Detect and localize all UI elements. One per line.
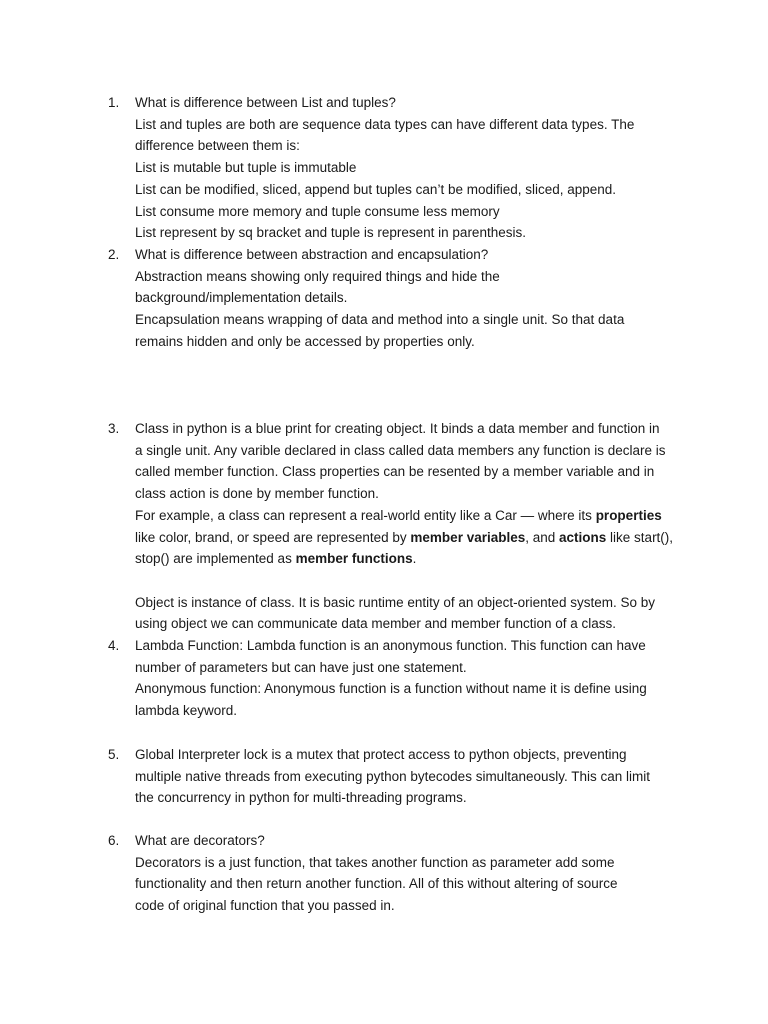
example-text: For example, a class can represent a real-world entity like a Car — where its xyxy=(135,507,596,523)
answer-line: difference between them is: xyxy=(135,138,300,154)
answer-line: class action is done by member function. xyxy=(135,486,379,502)
bold-term-properties: properties xyxy=(595,507,662,523)
example-line xyxy=(135,527,688,549)
item-number: 1. xyxy=(108,95,120,110)
answer-line: remains hidden and only be accessed by properties only. xyxy=(135,333,475,349)
answer-line: Object is instance of class. It is basic runtime entity of an object-oriented system. So by xyxy=(135,594,655,610)
example-text: , and xyxy=(525,529,560,545)
answer-line: using object we can communicate data member and member function of a class. xyxy=(135,616,616,632)
bold-term-actions: actions xyxy=(559,529,607,545)
answer-line: Abstraction means showing only required things and hide the xyxy=(135,268,500,284)
item-number: 2. xyxy=(108,247,120,262)
answer-line: Global Interpreter lock is a mutex that protect access to python objects, preventing xyxy=(135,747,627,762)
list-item-4 xyxy=(108,635,688,722)
item-number: 4. xyxy=(108,638,120,653)
example-text: like color, brand, or speed are represented by xyxy=(135,529,411,545)
item-number: 6. xyxy=(108,833,120,848)
answer-line: List represent by sq bracket and tuple is represent in parenthesis. xyxy=(135,225,526,241)
answer-line: Class in python is a blue print for creating object. It binds a data member and function in xyxy=(135,421,660,436)
answer-line: List consume more memory and tuple consume less memory xyxy=(135,203,500,219)
answer-line: Lambda Function: Lambda function is an anonymous function. This function can have xyxy=(135,638,646,653)
answer-line: List is mutable but tuple is immutable xyxy=(135,160,357,176)
answer-line: Encapsulation means wrapping of data and method into a single unit. So that data xyxy=(135,312,625,328)
list-item-1 xyxy=(108,92,688,244)
item-number: 5. xyxy=(108,747,120,762)
example-text: like start(), xyxy=(606,529,674,545)
list-item-6 xyxy=(108,830,688,917)
answer-line: background/implementation details. xyxy=(135,290,348,306)
list-item-2 xyxy=(108,244,688,353)
example-line xyxy=(135,548,688,570)
question-title: What is difference between abstraction and encapsulation? xyxy=(135,247,489,262)
answer-line: multiple native threads from executing python bytecodes simultaneously. This can limit xyxy=(135,768,651,784)
question-title: What are decorators? xyxy=(135,833,265,848)
answer-line: code of original function that you passed in. xyxy=(135,898,395,914)
item-number: 3. xyxy=(108,421,120,436)
example-line xyxy=(135,505,688,527)
bold-term-member-functions: member functions xyxy=(295,551,413,567)
example-text: stop() are implemented as xyxy=(135,551,296,567)
example-text: . xyxy=(412,551,417,567)
answer-line: number of parameters but can have just one statement. xyxy=(135,659,467,675)
bold-term-member-variables: member variables xyxy=(410,529,526,545)
list-item-5 xyxy=(108,744,688,809)
answer-line: List and tuples are both are sequence data types can have different data types. The xyxy=(135,116,635,132)
list-item-3 xyxy=(108,418,688,635)
answer-line: the concurrency in python for multi-threading programs. xyxy=(135,790,467,806)
answer-line: lambda keyword. xyxy=(135,703,238,719)
answer-line: a single unit. Any varible declared in class called data members any function is declare is xyxy=(135,442,666,458)
answer-line: Decorators is a just function, that takes another function as parameter add some xyxy=(135,854,615,870)
answer-line: functionality and then return another function. All of this without altering of source xyxy=(135,876,618,892)
answer-line: Anonymous function: Anonymous function is a function without name it is define using xyxy=(135,681,647,697)
answer-line: List can be modified, sliced, append but tuples can’t be modified, sliced, append. xyxy=(135,181,617,197)
answer-line: called member function. Class properties can be resented by a member variable and in xyxy=(135,464,655,480)
question-title: What is difference between List and tuples? xyxy=(135,95,396,110)
blank-line xyxy=(135,570,688,592)
